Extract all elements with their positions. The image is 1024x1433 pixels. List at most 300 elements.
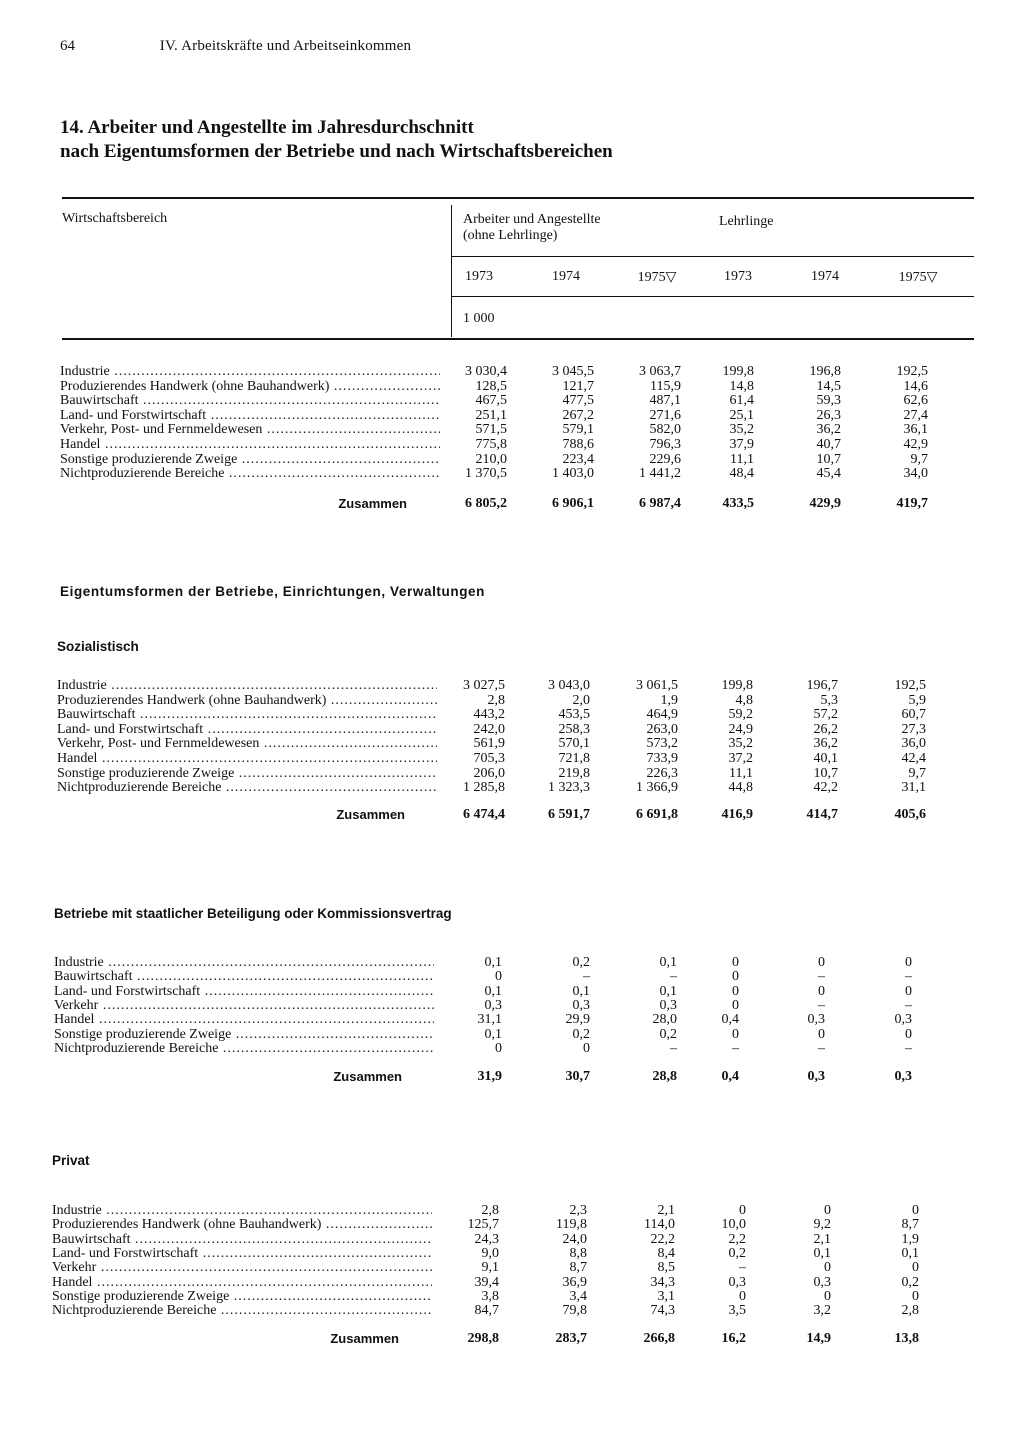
row-label: Bauwirtschaft .....	[57, 708, 437, 722]
row-value: 0,1	[484, 1026, 502, 1042]
row-value: 0,1	[813, 1245, 831, 1261]
row-value: 5,9	[908, 692, 926, 708]
row-value: 57,2	[813, 707, 838, 723]
row-value: 267,2	[562, 407, 594, 423]
row-value: 3 063,7	[639, 364, 681, 379]
total-row	[0, 1069, 1024, 1085]
table-row	[0, 380, 1024, 394]
total-value: 0,4	[721, 1069, 739, 1084]
table-row	[0, 365, 1024, 379]
row-value: 467,5	[475, 393, 507, 409]
total-value: 298,8	[467, 1331, 499, 1346]
table-row	[0, 723, 1024, 737]
row-value: 0	[824, 1260, 831, 1276]
row-value: 79,8	[562, 1303, 587, 1319]
row-value: 1 441,2	[639, 466, 681, 482]
table-row	[0, 1028, 1024, 1042]
group-header-workers	[463, 212, 601, 244]
row-value: 0,3	[728, 1274, 746, 1290]
row-value: 0,1	[572, 983, 590, 999]
table-row	[0, 423, 1024, 437]
row-value: 3,8	[481, 1288, 499, 1304]
row-value: 48,4	[729, 466, 754, 482]
row-value: 60,7	[901, 707, 926, 723]
row-value: 2,8	[901, 1303, 919, 1319]
row-label: Verkehr, Post- und Fernmeldewesen .....	[57, 737, 437, 751]
row-value: 128,5	[475, 378, 507, 394]
total-value: 28,8	[652, 1069, 677, 1084]
row-value: 229,6	[649, 451, 681, 467]
row-value: 271,6	[649, 407, 681, 423]
row-value: 0	[732, 983, 739, 999]
year-header: 1974	[552, 269, 580, 284]
row-value: 42,2	[813, 780, 838, 796]
year-header: 1975▽	[637, 270, 677, 285]
row-value: 11,1	[729, 765, 753, 781]
total-label: Zusammen	[330, 1331, 399, 1346]
row-value: 27,4	[903, 407, 928, 423]
total-value: 0,3	[894, 1069, 912, 1084]
total-value: 14,9	[806, 1331, 831, 1346]
group-header-workers-line-1: Arbeiter und Angestellte	[463, 212, 601, 227]
row-value: 45,4	[816, 466, 841, 482]
row-value: 24,9	[728, 721, 753, 737]
row-label: Sonstige produzierende Zweige .....	[60, 453, 440, 467]
row-value: 561,9	[473, 736, 505, 752]
row-value: 125,7	[467, 1217, 499, 1233]
table-row	[0, 1218, 1024, 1232]
row-value: –	[905, 1040, 912, 1056]
row-value: 0,2	[728, 1245, 746, 1261]
year-header: 1974	[811, 269, 839, 284]
row-value: 0,1	[484, 983, 502, 999]
row-label: Nichtproduzierende Bereiche .....	[54, 1042, 434, 1056]
row-value: 0	[912, 1288, 919, 1304]
row-value: 11,1	[730, 451, 754, 467]
row-label: Produzierendes Handwerk (ohne Bauhandwerk) .....	[52, 1218, 432, 1232]
stub-header: Wirtschaftsbereich	[62, 211, 168, 226]
row-value: 44,8	[728, 780, 753, 796]
row-value: –	[583, 969, 590, 985]
row-value: 0	[912, 1260, 919, 1276]
row-value: 206,0	[473, 765, 505, 781]
row-value: 0,3	[894, 1012, 912, 1028]
table-row	[0, 394, 1024, 408]
row-value: 119,8	[556, 1217, 587, 1233]
row-value: 8,4	[657, 1245, 675, 1261]
row-value: 59,2	[728, 707, 753, 723]
row-value: 0	[732, 969, 739, 985]
row-value: 36,2	[816, 422, 841, 438]
table-row	[0, 1261, 1024, 1275]
row-value: 0	[824, 1288, 831, 1304]
row-value: 579,1	[562, 422, 594, 438]
row-label: Nichtproduzierende Bereiche .....	[60, 467, 440, 481]
table-row	[0, 1204, 1024, 1218]
total-value: 6 474,4	[463, 807, 505, 822]
total-value: 6 987,4	[639, 496, 681, 511]
total-label: Zusammen	[333, 1069, 402, 1084]
running-header	[60, 38, 411, 55]
row-label: Handel .....	[57, 752, 437, 766]
page-number: 64	[60, 38, 75, 54]
row-value: 0	[739, 1203, 746, 1218]
years-rule-bottom	[451, 296, 974, 297]
row-value: 26,2	[813, 721, 838, 737]
row-value: 733,9	[646, 751, 678, 766]
table-row	[0, 999, 1024, 1013]
row-value: 29,9	[565, 1012, 590, 1028]
row-value: 219,8	[558, 765, 590, 781]
row-label: Handel .....	[52, 1276, 432, 1290]
row-label: Industrie .....	[52, 1204, 432, 1218]
block-heading: Privat	[52, 1153, 90, 1168]
row-value: 0	[739, 1288, 746, 1304]
header-bottom-rule	[62, 338, 974, 340]
row-value: 8,5	[657, 1260, 675, 1276]
row-value: 9,2	[813, 1217, 831, 1233]
row-value: 0	[905, 983, 912, 999]
row-value: 37,9	[729, 437, 754, 452]
row-label: Land- und Forstwirtschaft .....	[52, 1247, 432, 1261]
row-value: 0	[732, 997, 739, 1013]
row-value: 3 061,5	[636, 678, 678, 693]
row-value: 3 030,4	[465, 364, 507, 379]
row-value: 199,8	[722, 364, 754, 379]
row-value: 25,1	[729, 407, 754, 423]
row-value: 2,3	[569, 1203, 587, 1218]
row-value: 3,1	[657, 1288, 675, 1304]
row-label: Sonstige produzierende Zweige .....	[52, 1290, 432, 1304]
row-value: 3 045,5	[552, 364, 594, 379]
row-value: 28,0	[652, 1012, 677, 1028]
row-value: 0,1	[901, 1245, 919, 1261]
unit-label: 1 000	[463, 311, 495, 326]
row-value: 705,3	[473, 751, 505, 766]
row-value: 242,0	[473, 721, 505, 737]
row-value: 443,2	[473, 707, 505, 723]
row-value: 31,1	[477, 1012, 502, 1028]
total-row	[0, 1331, 1024, 1347]
row-value: 0	[818, 1026, 825, 1042]
row-label: Sonstige produzierende Zweige .....	[54, 1028, 434, 1042]
row-value: 775,8	[475, 437, 507, 452]
row-value: 721,8	[558, 751, 590, 766]
total-value: 266,8	[643, 1331, 675, 1346]
table-title	[60, 116, 760, 164]
total-value: 13,8	[894, 1331, 919, 1346]
table-row	[0, 985, 1024, 999]
row-value: 2,8	[487, 692, 505, 708]
total-value: 6 906,1	[552, 496, 594, 511]
row-value: 0,2	[572, 1026, 590, 1042]
table-row	[0, 1290, 1024, 1304]
row-value: 210,0	[475, 451, 507, 467]
block-heading: Sozialistisch	[57, 639, 139, 654]
row-value: 35,2	[728, 736, 753, 752]
row-value: 9,7	[908, 765, 926, 781]
row-value: –	[670, 969, 677, 985]
row-value: 36,2	[813, 736, 838, 752]
row-value: 226,3	[646, 765, 678, 781]
row-value: 0	[732, 955, 739, 970]
row-value: 453,5	[558, 707, 590, 723]
row-value: 3 027,5	[463, 678, 505, 693]
row-label: Bauwirtschaft .....	[54, 970, 434, 984]
row-value: 0,1	[659, 955, 677, 970]
row-label: Verkehr, Post- und Fernmeldewesen .....	[60, 423, 440, 437]
row-value: 258,3	[558, 721, 590, 737]
row-value: 24,3	[474, 1231, 499, 1247]
row-label: Sonstige produzierende Zweige .....	[57, 767, 437, 781]
table-row	[0, 1276, 1024, 1290]
row-value: 9,0	[481, 1245, 499, 1261]
row-value: 10,7	[813, 765, 838, 781]
table-row	[0, 679, 1024, 693]
total-value: 6 691,8	[636, 807, 678, 822]
row-value: 40,1	[813, 751, 838, 766]
row-value: 37,2	[728, 751, 753, 766]
table-row	[0, 752, 1024, 766]
row-value: 26,3	[816, 407, 841, 423]
row-value: 4,8	[735, 692, 753, 708]
row-value: 36,1	[903, 422, 928, 438]
row-value: 3,4	[569, 1288, 587, 1304]
row-value: 61,4	[729, 393, 754, 409]
row-value: 22,2	[650, 1231, 675, 1247]
row-value: 2,1	[813, 1231, 831, 1247]
row-value: 31,1	[901, 780, 926, 796]
row-value: 114,0	[644, 1217, 675, 1233]
table-row	[0, 1247, 1024, 1261]
row-value: 24,0	[562, 1231, 587, 1247]
row-value: –	[818, 1040, 825, 1056]
row-value: 251,1	[475, 407, 507, 423]
row-value: 0	[495, 969, 502, 985]
total-value: 0,3	[807, 1069, 825, 1084]
row-value: 0	[905, 1026, 912, 1042]
total-row	[0, 807, 1024, 823]
row-value: 199,8	[721, 678, 753, 693]
years-rule-top	[451, 256, 974, 257]
row-value: 27,3	[901, 721, 926, 737]
row-value: 42,9	[903, 437, 928, 452]
table-title-line-1: 14. Arbeiter und Angestellte im Jahresdurchschnitt	[60, 117, 474, 138]
row-value: 1 285,8	[463, 780, 505, 796]
row-value: 573,2	[646, 736, 678, 752]
row-value: 0,1	[484, 955, 502, 970]
total-label: Zusammen	[336, 807, 405, 822]
row-value: 1,9	[660, 692, 678, 708]
row-label: Land- und Forstwirtschaft .....	[60, 409, 440, 423]
row-value: 1 403,0	[552, 466, 594, 482]
row-value: 115,9	[650, 378, 681, 394]
row-label: Produzierendes Handwerk (ohne Bauhandwerk) .....	[60, 380, 440, 394]
row-value: 2,0	[572, 692, 590, 708]
table-row	[0, 694, 1024, 708]
row-value: 0,2	[901, 1274, 919, 1290]
row-value: 2,1	[657, 1203, 675, 1218]
row-value: 14,6	[903, 378, 928, 394]
block-heading: Betriebe mit staatlicher Beteiligung oder Kommissionsvertrag	[54, 906, 452, 921]
row-label: Produzierendes Handwerk (ohne Bauhandwerk) .....	[57, 694, 437, 708]
row-value: –	[732, 1040, 739, 1056]
table-row	[0, 708, 1024, 722]
row-value: 3,5	[728, 1303, 746, 1319]
top-rule	[62, 197, 974, 199]
row-value: 9,7	[910, 451, 928, 467]
table-row	[0, 1042, 1024, 1056]
row-value: 0	[583, 1040, 590, 1056]
row-value: 0	[818, 955, 825, 970]
row-value: 10,0	[721, 1217, 746, 1233]
total-value: 416,9	[721, 807, 753, 822]
row-value: 487,1	[649, 393, 681, 409]
row-value: 192,5	[896, 364, 928, 379]
row-value: 0	[912, 1203, 919, 1218]
row-value: 9,1	[481, 1260, 499, 1276]
row-value: 3 043,0	[548, 678, 590, 693]
group-header-workers-line-2: (ohne Lehrlinge)	[463, 228, 558, 243]
row-value: 477,5	[562, 393, 594, 409]
total-value: 429,9	[809, 496, 841, 511]
row-value: 571,5	[475, 422, 507, 438]
table-row	[0, 737, 1024, 751]
row-value: 74,3	[650, 1303, 675, 1319]
row-value: 0,3	[807, 1012, 825, 1028]
ownership-section-heading: Eigentumsformen der Betriebe, Einrichtungen, Verwaltungen	[60, 584, 486, 599]
total-value: 6 805,2	[465, 496, 507, 511]
row-label: Industrie .....	[54, 956, 434, 970]
row-value: 3,2	[813, 1303, 831, 1319]
row-value: 59,3	[816, 393, 841, 409]
row-value: 36,9	[562, 1274, 587, 1290]
table-row	[0, 767, 1024, 781]
row-value: –	[818, 997, 825, 1013]
row-label: Verkehr .....	[52, 1261, 432, 1275]
row-value: 40,7	[816, 437, 841, 452]
row-value: 796,3	[649, 437, 681, 452]
group-header-apprentices: Lehrlinge	[719, 214, 774, 229]
row-value: 2,2	[728, 1231, 746, 1247]
row-value: 0,2	[572, 955, 590, 970]
total-value: 16,2	[721, 1331, 746, 1346]
row-label: Nichtproduzierende Bereiche .....	[52, 1304, 432, 1318]
table-row	[0, 1304, 1024, 1318]
row-value: 263,0	[646, 721, 678, 737]
row-value: 10,7	[816, 451, 841, 467]
row-value: 35,2	[729, 422, 754, 438]
total-value: 433,5	[722, 496, 754, 511]
row-value: 196,7	[806, 678, 838, 693]
row-value: 14,5	[816, 378, 841, 394]
row-value: 0,1	[659, 983, 677, 999]
row-value: 0	[818, 983, 825, 999]
row-value: 1,9	[901, 1231, 919, 1247]
row-value: 14,8	[729, 378, 754, 394]
total-value: 283,7	[555, 1331, 587, 1346]
row-value: –	[905, 997, 912, 1013]
total-value: 405,6	[894, 807, 926, 822]
row-value: 0	[732, 1026, 739, 1042]
row-value: 1 370,5	[465, 466, 507, 482]
row-label: Handel .....	[60, 438, 440, 452]
row-label: Nichtproduzierende Bereiche .....	[57, 781, 437, 795]
row-value: 192,5	[894, 678, 926, 693]
row-value: –	[818, 969, 825, 985]
row-value: –	[739, 1260, 746, 1276]
total-value: 414,7	[806, 807, 838, 822]
row-value: 36,0	[901, 736, 926, 752]
year-header: 1975▽	[898, 270, 938, 285]
row-value: 0,3	[572, 997, 590, 1013]
row-value: 0,4	[721, 1012, 739, 1028]
total-value: 31,9	[477, 1069, 502, 1084]
row-value: 39,4	[474, 1274, 499, 1290]
row-value: 42,4	[901, 751, 926, 766]
table-row	[0, 409, 1024, 423]
table-row	[0, 781, 1024, 795]
row-label: Verkehr .....	[54, 999, 434, 1013]
row-value: 0,2	[659, 1026, 677, 1042]
row-value: 464,9	[646, 707, 678, 723]
row-value: 0,3	[813, 1274, 831, 1290]
total-row	[0, 496, 1024, 512]
row-label: Industrie .....	[57, 679, 437, 693]
row-value: 570,1	[558, 736, 590, 752]
row-value: 8,7	[901, 1217, 919, 1233]
table-row	[0, 453, 1024, 467]
table-row	[0, 438, 1024, 452]
row-value: 582,0	[649, 422, 681, 438]
row-label: Industrie .....	[60, 365, 440, 379]
row-value: 0,3	[484, 997, 502, 1013]
row-value: 84,7	[474, 1303, 499, 1319]
row-value: 0	[495, 1040, 502, 1056]
row-value: 5,3	[820, 692, 838, 708]
table-row	[0, 1013, 1024, 1027]
total-label: Zusammen	[338, 496, 407, 511]
row-value: 62,6	[903, 393, 928, 409]
row-value: 1 323,3	[548, 780, 590, 796]
row-label: Land- und Forstwirtschaft .....	[57, 723, 437, 737]
row-value: 196,8	[809, 364, 841, 379]
row-value: 34,3	[650, 1274, 675, 1290]
row-value: 0,3	[659, 997, 677, 1013]
total-value: 6 591,7	[548, 807, 590, 822]
row-value: 0	[824, 1203, 831, 1218]
row-value: 223,4	[562, 451, 594, 467]
row-label: Land- und Forstwirtschaft .....	[54, 985, 434, 999]
row-value: 0	[905, 955, 912, 970]
row-value: –	[670, 1040, 677, 1056]
row-value: 788,6	[562, 437, 594, 452]
table-title-line-2: nach Eigentumsformen der Betriebe und nach Wirtschaftsbereichen	[60, 141, 613, 162]
row-label: Handel .....	[54, 1013, 434, 1027]
row-value: 121,7	[562, 378, 594, 394]
chapter-title: IV. Arbeitskräfte und Arbeitseinkommen	[159, 38, 412, 54]
table-row	[0, 970, 1024, 984]
row-value: 2,8	[481, 1203, 499, 1218]
row-value: 1 366,9	[636, 780, 678, 796]
row-label: Bauwirtschaft .....	[52, 1233, 432, 1247]
row-value: 34,0	[903, 466, 928, 482]
year-header: 1973	[465, 269, 493, 284]
year-header: 1973	[724, 269, 752, 284]
row-value: –	[905, 969, 912, 985]
total-value: 30,7	[565, 1069, 590, 1084]
table-row	[0, 467, 1024, 481]
